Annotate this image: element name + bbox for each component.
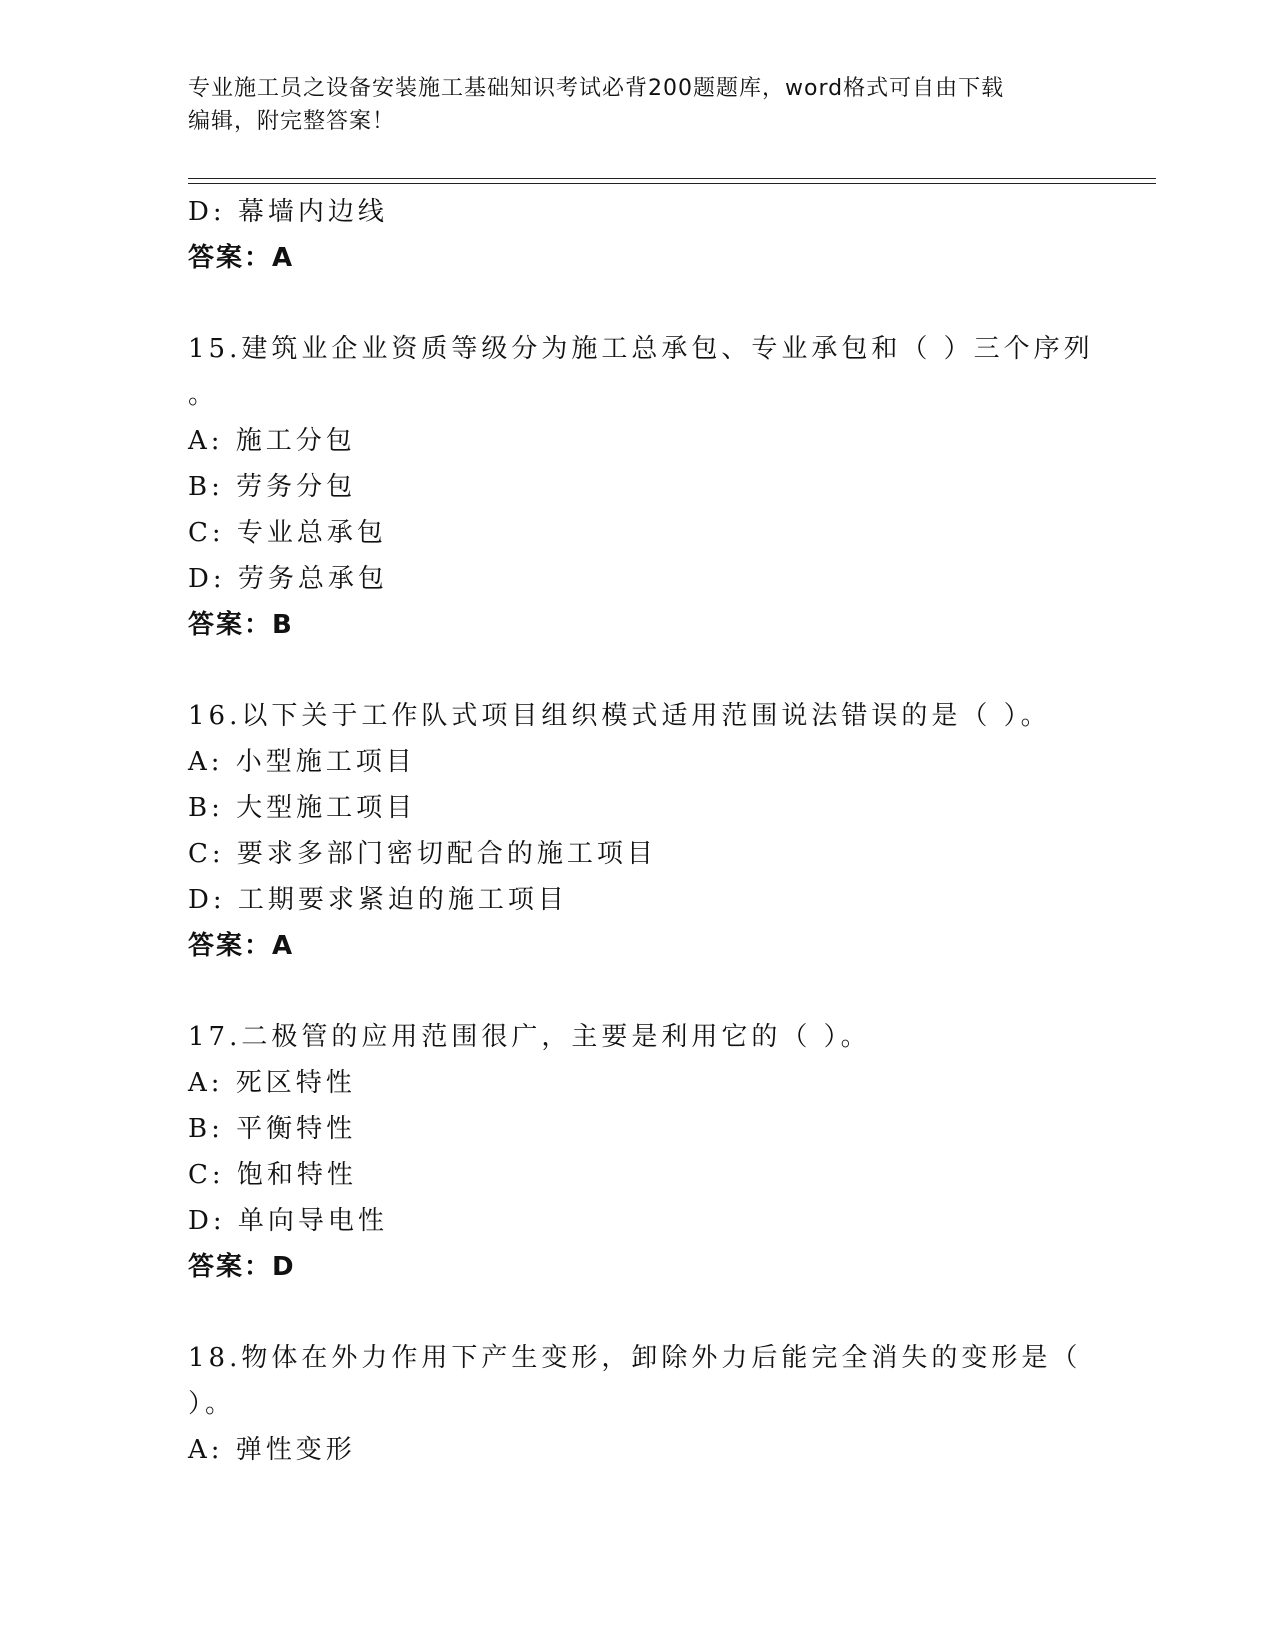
question-17 bbox=[188, 1014, 1088, 1290]
question-stem: 15.建筑业企业资质等级分为施工总承包、专业承包和（ ）三个序列 bbox=[188, 334, 1094, 364]
option-b: B: 平衡特性 bbox=[188, 1114, 357, 1144]
question-18 bbox=[188, 1335, 1088, 1473]
option-a: A: 施工分包 bbox=[188, 426, 356, 456]
question-16 bbox=[188, 693, 1088, 969]
answer: 答案：D bbox=[188, 1252, 296, 1282]
question-gap bbox=[188, 648, 1088, 693]
question-14-option-d: D: 幕墙内边线 bbox=[188, 197, 388, 227]
header-title-line-1: 专业施工员之设备安装施工基础知识考试必背200题题库，word格式可自由下载 bbox=[188, 76, 1005, 101]
option-c: C: 专业总承包 bbox=[188, 518, 387, 548]
header-divider-top bbox=[188, 178, 1156, 179]
answer: 答案：B bbox=[188, 610, 294, 640]
option-b: B: 大型施工项目 bbox=[188, 793, 417, 823]
question-stem: 16.以下关于工作队式项目组织模式适用范围说法错误的是（ ）。 bbox=[188, 701, 1051, 731]
question-stem: 17.二极管的应用范围很广，主要是利用它的（ ）。 bbox=[188, 1022, 871, 1052]
document-header bbox=[188, 72, 1068, 138]
option-c: C: 要求多部门密切配合的施工项目 bbox=[188, 839, 657, 869]
question-14-answer: 答案：A bbox=[188, 243, 295, 273]
option-d: D: 单向导电性 bbox=[188, 1206, 388, 1236]
question-15 bbox=[188, 326, 1094, 648]
header-divider-bottom bbox=[188, 183, 1156, 184]
option-b: B: 劳务分包 bbox=[188, 472, 357, 502]
option-a: A: 小型施工项目 bbox=[188, 747, 416, 777]
answer: 答案：A bbox=[188, 931, 295, 961]
option-a: A: 死区特性 bbox=[188, 1068, 356, 1098]
question-gap bbox=[188, 1290, 1088, 1335]
question-gap bbox=[188, 969, 1088, 1014]
option-d: D: 工期要求紧迫的施工项目 bbox=[188, 885, 568, 915]
option-d: D: 劳务总承包 bbox=[188, 564, 388, 594]
document-body bbox=[188, 189, 1094, 1473]
question-stem: 18.物体在外力作用下产生变形，卸除外力后能完全消失的变形是（ bbox=[188, 1343, 1082, 1373]
header-title-line-2: 编辑，附完整答案！ bbox=[188, 109, 396, 134]
question-stem-continuation: ）。 bbox=[188, 1389, 236, 1419]
question-gap bbox=[188, 281, 1088, 326]
option-c: C: 饱和特性 bbox=[188, 1160, 357, 1190]
option-a: A: 弹性变形 bbox=[188, 1435, 356, 1465]
question-stem-continuation: 。 bbox=[188, 380, 219, 410]
